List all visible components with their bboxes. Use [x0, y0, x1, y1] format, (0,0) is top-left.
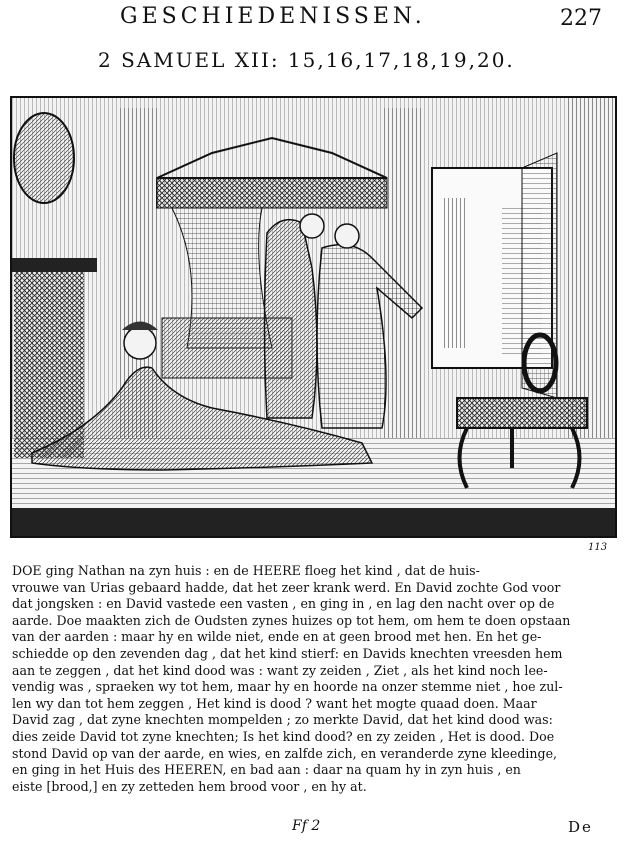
text-line: DOE ging Nathan na zyn huis : en de HEERE floeg het kind , dat de huis- [12, 563, 480, 578]
page-number: 227 [560, 6, 602, 31]
mantel [12, 258, 97, 272]
running-title: GESCHIEDENISSEN. [120, 4, 426, 29]
text-line: schiedde op den zevenden dag , dat het kind stierf: en Davids knechten vreesden hem [12, 645, 563, 661]
chapter-reference: 2 SAMUEL XII: 15,16,17,18,19,20. [98, 48, 515, 72]
body-text [12, 563, 620, 795]
elder-head-left [300, 214, 324, 238]
catchword: De [568, 818, 593, 836]
plate-number: 113 [588, 542, 608, 553]
right-wall [567, 98, 615, 438]
text-line: en ging in het Huis des HEEREN, en bad aan : daar na quam hy in zyn huis , en [12, 762, 521, 778]
text-line: len wy dan tot hem zeggen , Het kind is dood ? want het mogte quaad doen. Maar [12, 695, 537, 711]
signature-mark: Ff 2 [292, 818, 321, 834]
engraving-illustration [10, 96, 617, 538]
text-line: dies zeide David tot zyne knechten; Is het kind dood? en zy zeiden , Het is dood. Doe [12, 728, 555, 744]
elder-head-right [335, 224, 359, 248]
text-line: eiste [brood,] en zy zetteden hem brood voor , en hy at. [12, 778, 367, 794]
door-pillar [442, 198, 467, 348]
open-door [522, 153, 557, 398]
fireplace [14, 268, 84, 458]
text-line: aarde. Doe maakten zich de Oudsten zynes huizes op tot hem, om hem te doen opstaan [12, 612, 571, 628]
engraving-scene [12, 98, 615, 536]
text-line: David zag , dat zyne knechten mompelden ; zo merkte David, dat het kind dood was: [12, 712, 553, 728]
wall-medallion [14, 113, 74, 203]
chair-seat [457, 398, 587, 428]
text-line: vendig was , spraeken wy tot hem, maar hy en hoorde na onzer stemme niet , hoe zul- [12, 679, 563, 695]
floor-edge [12, 508, 615, 536]
text-line: aan te zeggen , dat het kind dood was : want zy zeiden , Ziet , als het kind noch lee- [12, 662, 548, 678]
text-line: vrouwe van Urias gebaard hadde, dat het zeer krank werd. En David zochte God voor [12, 579, 561, 595]
text-line: van der aarden : maar hy en wilde niet, ende en at geen brood met hen. En het ge- [12, 629, 542, 645]
text-line: dat jongsken : en David vastede een vasten , en ging in , en lag den nacht over op de [12, 596, 555, 612]
king-head [124, 327, 156, 359]
bed-canopy [157, 178, 387, 208]
text-line: stond David op van der aarde, en wies, en zalfde zich, en veranderde zyne kleedinge, [12, 745, 558, 761]
